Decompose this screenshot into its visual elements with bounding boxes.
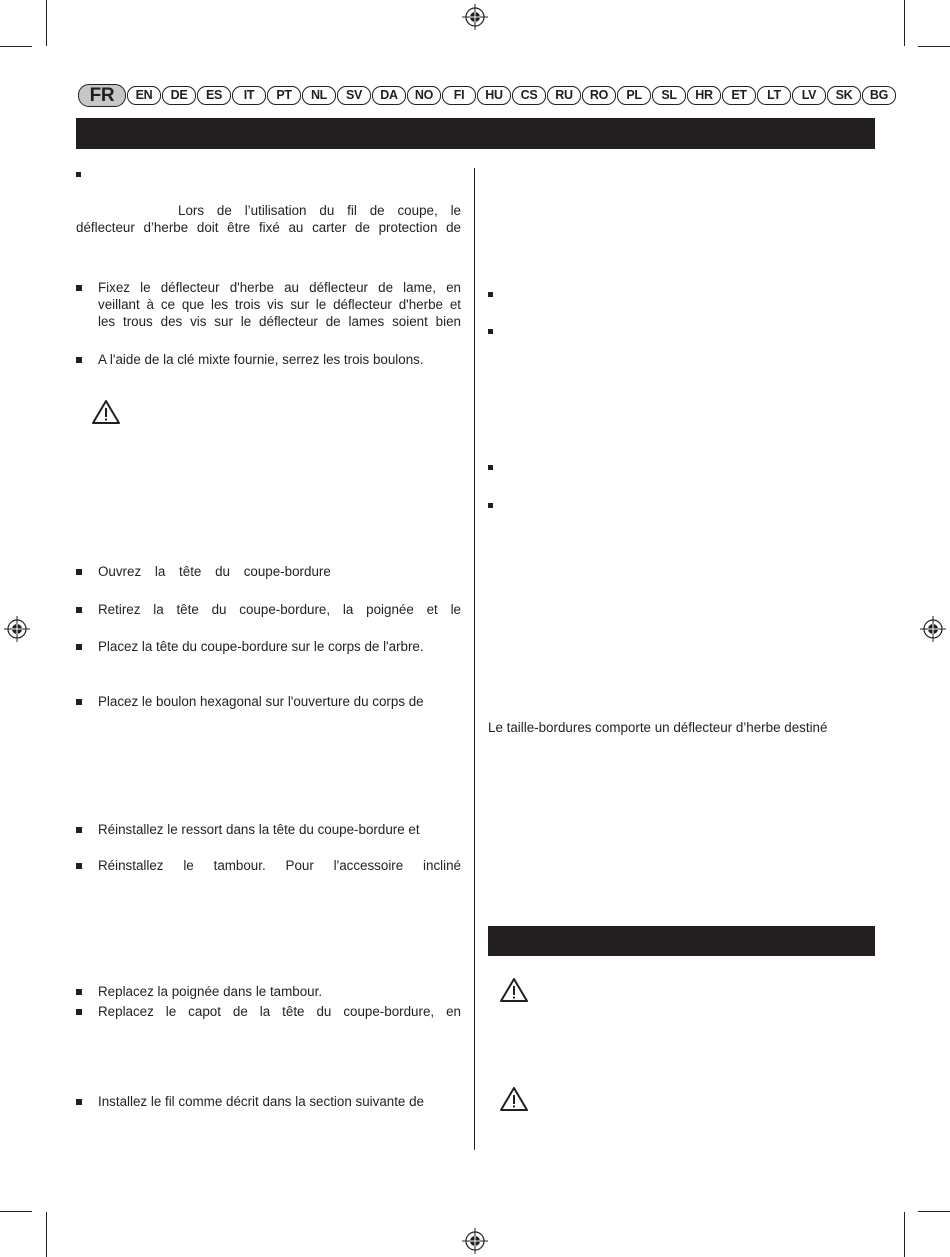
registration-mark-icon [462, 4, 488, 30]
bullet-marker [76, 357, 82, 363]
bullet-marker [488, 465, 493, 470]
registration-mark-icon [4, 616, 30, 642]
language-pill[interactable]: BG [862, 86, 896, 105]
instruction-line: A l'aide de la clé mixte fournie, serrez les trois boulons. [98, 352, 424, 367]
instruction-line: Placez le boulon hexagonal sur l'ouverture du corps de [98, 694, 424, 709]
crop-mark [904, 0, 905, 46]
bullet-marker [488, 292, 493, 297]
crop-mark [46, 0, 47, 46]
instruction-line: Fixez le déflecteur d'herbe au déflecteur de lame, en [98, 280, 461, 295]
bullet-marker [76, 989, 82, 995]
language-pill[interactable]: PL [617, 86, 651, 105]
warning-icon [499, 977, 529, 1003]
language-pill[interactable]: RO [582, 86, 616, 105]
bullet-marker [76, 569, 82, 575]
instruction-line: Réinstallez le tambour. Pour l'accessoire incliné [98, 858, 461, 873]
crop-mark [0, 1211, 32, 1212]
registration-mark-icon [462, 1228, 488, 1254]
paragraph-line: Le taille-bordures comporte un déflecteur d’herbe destiné [488, 720, 828, 735]
instruction-line: Replacez le capot de la tête du coupe-bordure, en [98, 1004, 461, 1019]
bullet-marker [76, 172, 81, 177]
language-pill[interactable]: CS [512, 86, 546, 105]
warning-icon [499, 1086, 529, 1112]
instruction-line: Réinstallez le ressort dans la tête du coupe-bordure et [98, 822, 420, 837]
crop-mark [918, 46, 950, 47]
bullet-marker [76, 699, 82, 705]
bullet-marker [76, 607, 82, 613]
language-pill[interactable]: ES [197, 86, 231, 105]
language-pill[interactable]: EN [127, 86, 161, 105]
intro-line: déflecteur d’herbe doit être fixé au carter de protection de [76, 220, 461, 235]
language-pill[interactable]: SK [827, 86, 861, 105]
instruction-line: veillant à ce que les trois vis sur le déflecteur d'herbe et [98, 297, 461, 312]
language-pill[interactable]: LT [757, 86, 791, 105]
bullet-marker [76, 1099, 82, 1105]
bullet-marker [76, 827, 82, 833]
language-pill[interactable]: NL [302, 86, 336, 105]
language-selector [78, 84, 897, 106]
language-pill[interactable]: SL [652, 86, 686, 105]
bullet-marker [76, 863, 82, 869]
language-pill[interactable]: LV [792, 86, 826, 105]
language-pill[interactable]: NO [407, 86, 441, 105]
language-pill[interactable]: FI [442, 86, 476, 105]
language-pill[interactable]: HR [687, 86, 721, 105]
crop-mark [918, 1211, 950, 1212]
language-pill[interactable]: SV [337, 86, 371, 105]
language-pill[interactable]: IT [232, 86, 266, 105]
column-divider [474, 168, 475, 1150]
section-header-band [488, 926, 875, 956]
bullet-marker [76, 1009, 82, 1015]
language-pill[interactable]: DA [372, 86, 406, 105]
language-pill[interactable]: RU [547, 86, 581, 105]
warning-icon [91, 399, 121, 425]
bullet-marker [76, 285, 82, 291]
crop-mark [904, 1212, 905, 1257]
bullet-marker [488, 503, 493, 508]
instruction-line: Ouvrez la tête du coupe-bordure [98, 564, 331, 579]
language-pill[interactable]: DE [162, 86, 196, 105]
crop-mark [46, 1212, 47, 1257]
bullet-marker [488, 329, 493, 334]
language-pill[interactable]: HU [477, 86, 511, 105]
language-pill[interactable]: PT [267, 86, 301, 105]
language-pill[interactable]: ET [722, 86, 756, 105]
instruction-line: Installez le fil comme décrit dans la section suivante de [98, 1094, 424, 1109]
instruction-line: Retirez la tête du coupe-bordure, la poignée et le [98, 602, 461, 617]
bullet-marker [76, 644, 82, 650]
section-header-band [76, 118, 875, 149]
crop-mark [0, 46, 32, 47]
registration-mark-icon [920, 616, 946, 642]
instruction-line: Placez la tête du coupe-bordure sur le corps de l'arbre. [98, 639, 424, 654]
intro-line: Lors de l’utilisation du fil de coupe, le [178, 203, 461, 218]
instruction-line: les trous des vis sur le déflecteur de lames soient bien [98, 314, 461, 329]
instruction-line: Replacez la poignée dans le tambour. [98, 984, 323, 999]
language-pill-active[interactable]: FR [78, 84, 126, 107]
